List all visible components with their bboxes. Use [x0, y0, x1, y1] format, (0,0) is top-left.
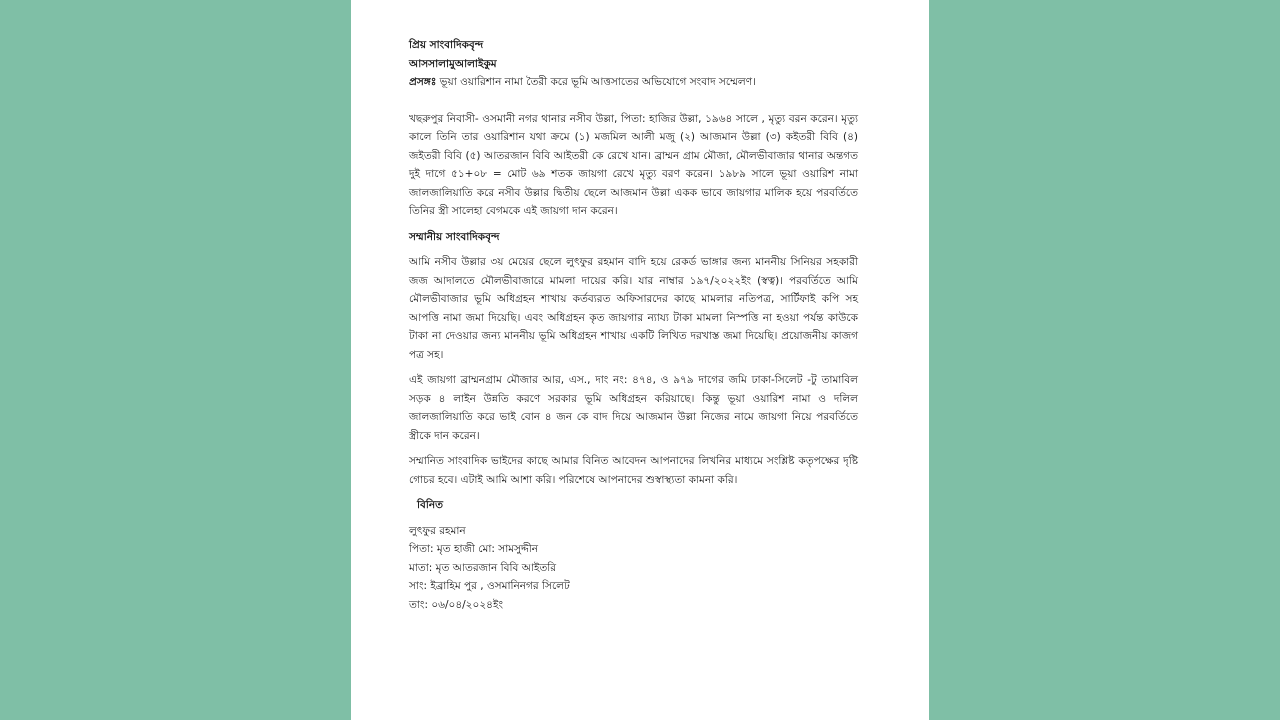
spacer	[409, 221, 858, 228]
salutation: প্রিয় সাংবাদিকবৃন্দ	[409, 39, 484, 51]
greeting: আসসালামুআলাইকুম	[409, 57, 497, 70]
spacer	[409, 489, 858, 496]
letter-body	[409, 36, 858, 614]
letter-date: তাং: ০৬/০৪/২০২৪ইং	[409, 598, 503, 611]
spacer	[409, 246, 858, 253]
subject-line	[409, 73, 858, 92]
subject-label: প্রসঙ্গঃ	[409, 76, 437, 88]
closing: বিনিত	[417, 499, 443, 511]
document-page	[351, 0, 929, 720]
spacer	[409, 92, 858, 110]
paragraph-background: খছরুপুর নিবাসী- ওসমানী নগর থানার নসীব উল্লা, পিতা: হাজির উল্লা, ১৯৬৪ সালে , মৃত্যু বরন করেন। মৃত্যু কালে তিনি তার ওয়ারিশান যথা ক্রমে (১) মজমিল আলী মজু (২) আজমান উল্লা (৩) কইতরী বিবি (৪) জইতরী বিবি (৫) আতরজান বিবি আইতরী কে রেখে যান। ব্রাম্মন গ্রাম মৌজা, মৌলভীবাজার থানার অন্তগত দুই দাগে ৫১+০৮ = মোট ৬৯ শতক জায়গা রেখে মৃত্যু বরণ করেন। ১৯৮৯ সালে ভূয়া ওয়ারিশ নামা জালজালিয়াতি করে নসীব উল্লার দ্বিতীয় ছেলে আজমান উল্লা একক ভাবে জায়গার মালিক হয়ে পরবর্তিতে তিনির স্ত্রী সালেহা বেগমকে এই জায়গা দান করেন।	[409, 112, 858, 217]
signature-block	[409, 522, 858, 615]
spacer	[409, 364, 858, 371]
signer-father: পিতা: মৃত হাজী মো: সামসুদ্দীন	[409, 543, 539, 555]
subject-text: ভূয়া ওয়ারিশান নামা তৈরী করে ভূমি আত্তসাতের অভিযোগে সংবাদ সম্মেলণ।	[436, 76, 756, 88]
spacer	[409, 445, 858, 452]
signer-name: লুৎফুর রহমান	[409, 524, 466, 537]
paragraph-case: আমি নসীব উল্লার ৩য় মেয়ের ছেলে লুৎফুর রহমান বাদি হয়ে রেকর্ড ভাঙ্গার জন্য মাননীয় সিনিয়র সহকারী জজ আদালতে মৌলভীবাজারে মামলা দায়ের করি। যার নাম্বার ১৯৭/২০২২ইং (স্বত্ব)। পরবর্তিতে আমি মৌলভীবাজার ভূমি অধিগ্রহন শাখায় কর্তব্যরত অফিসারদের কাছে মামলার নতিপত্র, সার্টিফাই কপি সহ আপত্তি নামা জমা দিয়েছি। এবং অধিগ্রহন কৃত জায়গার ন্যায্য টাকা মামলা নিস্পত্তি না হওয়া পর্যন্ত কাউকে টাকা না দেওয়ার জন্য মাননীয় ভূমি অধিগ্রহন শাখায় একটি লিখিত দরখাস্ত জমা দিয়েছি। প্রয়োজনীয় কাজগ পত্র সহ।	[409, 256, 858, 361]
section-heading: সম্মানীয় সাংবাদিকবৃন্দ	[409, 230, 500, 243]
paragraph-request: সম্মানিত সাংবাদিক ভাইদের কাছে আমার বিনিত আবেদন আপনাদের লিখনির মাধ্যমে সংশ্লিষ্ট কতৃপক্ষের দৃষ্টি গোচর হবে। এটাই আমি আশা করি। পরিশেষে আপনাদের শুস্বাস্থ্যতা কামনা করি।	[409, 455, 858, 486]
signer-address: সাং: ইব্রাহিম পুর , ওসমানিনগর সিলেট	[409, 580, 570, 592]
paragraph-land: এই জায়গা ব্রাম্মনগ্রাম মৌজার আর, এস., দাং নং: ৪৭৪, ও ৯৭৯ দাগের জমি ঢাকা-সিলেট -টু তামাবিল সড়ক ৪ লাইন উন্নতি করণে সরকার ভূমি অধিগ্রহন করিয়াছে। কিন্তু ভূয়া ওয়ারিশ নামা ও দলিল জালজালিয়াতি করে ভাই বোন ৪ জন কে বাদ দিয়ে আজমান উল্লা নিজের নামে জায়গা নিয়ে পরবর্তিতে স্ত্রীকে দান করেন।	[409, 374, 858, 442]
signer-mother: মাতা: মৃত আতরজান বিবি আইতরি	[409, 561, 557, 574]
spacer	[409, 515, 858, 522]
